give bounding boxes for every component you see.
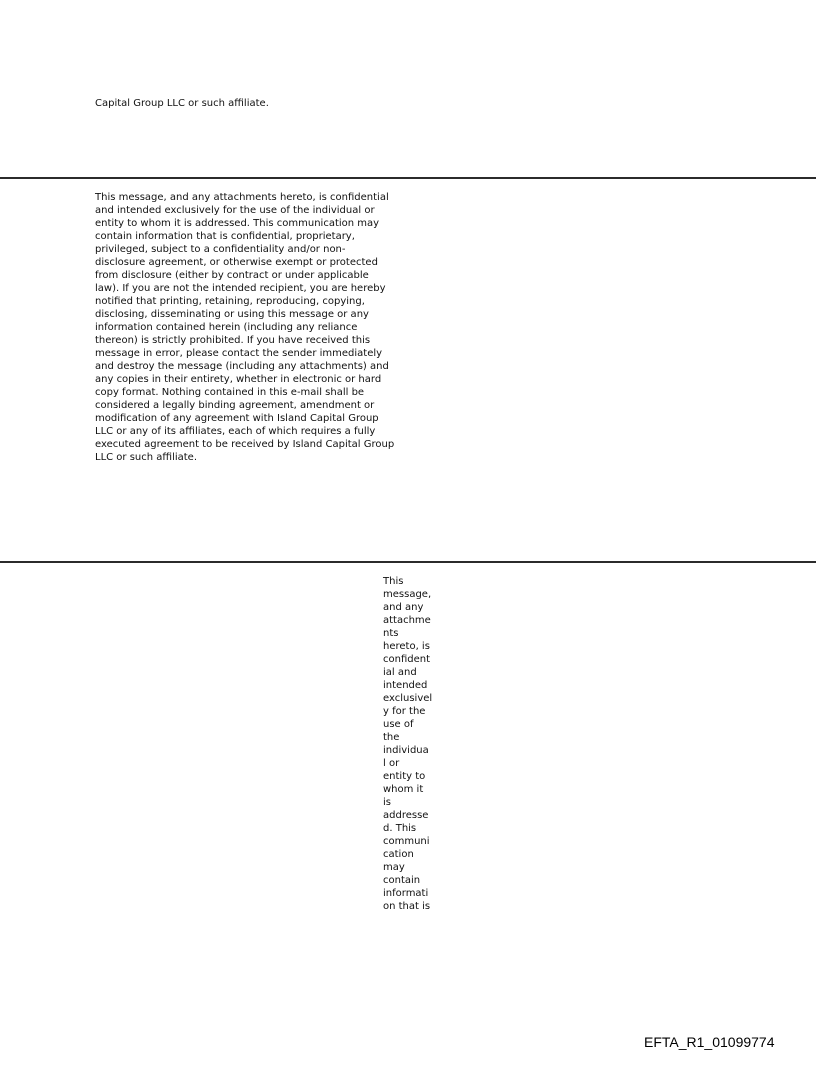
narrow-disclaimer-line: message, bbox=[383, 589, 432, 600]
disclaimer-line: LLC or any of its affiliates, each of which requires a fully bbox=[95, 426, 376, 437]
narrow-disclaimer-line: confident bbox=[383, 654, 431, 665]
document-id-footer: EFTA_R1_01099774 bbox=[644, 1034, 775, 1050]
narrow-disclaimer-line: attachme bbox=[383, 615, 431, 626]
disclaimer-line: notified that printing, retaining, reproducing, copying, bbox=[95, 296, 365, 307]
disclaimer-line: executed agreement to be received by Island Capital Group bbox=[95, 439, 395, 450]
narrow-disclaimer-line: on that is bbox=[383, 901, 431, 912]
disclaimer-line: LLC or such affiliate. bbox=[95, 452, 198, 463]
narrow-disclaimer-line: hereto, is bbox=[383, 641, 430, 652]
disclaimer-line: law). If you are not the intended recipient, you are hereby bbox=[95, 283, 386, 294]
disclaimer-line: from disclosure (either by contract or under applicable bbox=[95, 270, 369, 281]
disclaimer-line: and destroy the message (including any attachments) and bbox=[95, 361, 389, 372]
disclaimer-line: message in error, please contact the sender immediately bbox=[95, 348, 383, 359]
narrow-disclaimer-line: is bbox=[383, 797, 391, 808]
disclaimer-line: modification of any agreement with Island Capital Group bbox=[95, 413, 379, 424]
narrow-disclaimer-line: exclusivel bbox=[383, 693, 433, 704]
disclaimer-line: contain information that is confidential, proprietary, bbox=[95, 231, 355, 242]
disclaimer-line: any copies in their entirety, whether in electronic or hard bbox=[95, 374, 382, 385]
narrow-disclaimer-line: ial and bbox=[383, 667, 417, 678]
narrow-disclaimer-line: nts bbox=[383, 628, 399, 639]
disclaimer-line: thereon) is strictly prohibited. If you have received this bbox=[95, 335, 371, 346]
disclaimer-line: privileged, subject to a confidentiality and/or non- bbox=[95, 244, 346, 255]
narrow-disclaimer-line: use of bbox=[383, 719, 414, 730]
narrow-disclaimer-line: contain bbox=[383, 875, 421, 886]
narrow-disclaimer-column bbox=[383, 575, 443, 913]
disclaimer-paragraph bbox=[95, 191, 405, 464]
narrow-disclaimer-line: y for the bbox=[383, 706, 426, 717]
narrow-disclaimer-line: cation bbox=[383, 849, 414, 860]
narrow-disclaimer-line: communi bbox=[383, 836, 430, 847]
narrow-disclaimer-line: and any bbox=[383, 602, 424, 613]
divider-line-top bbox=[0, 177, 816, 179]
disclaimer-line: copy format. Nothing contained in this e-mail shall be bbox=[95, 387, 365, 398]
narrow-disclaimer-line: informati bbox=[383, 888, 429, 899]
disclaimer-fragment: Capital Group LLC or such affiliate. bbox=[95, 98, 269, 109]
narrow-disclaimer-line: This bbox=[383, 576, 404, 587]
disclaimer-line: disclosure agreement, or otherwise exempt or protected bbox=[95, 257, 378, 268]
disclaimer-line: This message, and any attachments hereto, is confidential bbox=[95, 192, 389, 203]
narrow-disclaimer-line: may bbox=[383, 862, 405, 873]
disclaimer-line: considered a legally binding agreement, amendment or bbox=[95, 400, 375, 411]
narrow-disclaimer-line: d. This bbox=[383, 823, 417, 834]
narrow-disclaimer-line: whom it bbox=[383, 784, 424, 795]
narrow-disclaimer-line: addresse bbox=[383, 810, 429, 821]
narrow-disclaimer-line: intended bbox=[383, 680, 428, 691]
narrow-disclaimer-line: individua bbox=[383, 745, 429, 756]
narrow-disclaimer-line: l or bbox=[383, 758, 400, 769]
disclaimer-line: entity to whom it is addressed. This communication may bbox=[95, 218, 380, 229]
disclaimer-line: and intended exclusively for the use of the individual or bbox=[95, 205, 375, 216]
narrow-disclaimer-line: the bbox=[383, 732, 400, 743]
divider-line-middle bbox=[0, 561, 816, 563]
disclaimer-line: information contained herein (including any reliance bbox=[95, 322, 358, 333]
narrow-disclaimer-line: entity to bbox=[383, 771, 426, 782]
disclaimer-line: disclosing, disseminating or using this message or any bbox=[95, 309, 369, 320]
